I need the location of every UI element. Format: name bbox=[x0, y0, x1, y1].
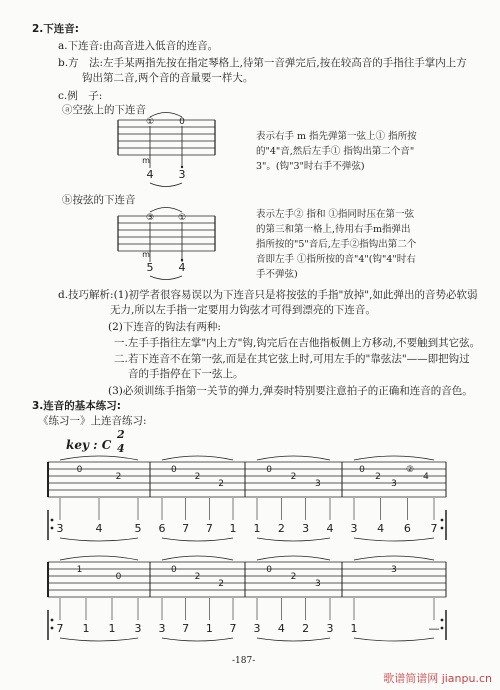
technique-1a: d.技巧解析:(1)初学者很容易误以为下连音只是将按弦的手指"放掉",如此弹出的音势必软弱 bbox=[58, 289, 478, 301]
example2-tab-number: ① bbox=[177, 213, 187, 223]
exercise-row1-note-slur bbox=[257, 538, 330, 541]
exercise-row1-tab-number: 3 bbox=[314, 479, 321, 489]
exercise-row1-tab-number: 0 bbox=[76, 465, 83, 475]
example2-note: 5 bbox=[146, 261, 154, 274]
exercise-row1-slur bbox=[257, 456, 330, 460]
technique-3: (3)必须训练手指第一关节的弹力,弹奏时特别要注意拍子的正确和连音的音色。 bbox=[108, 385, 473, 397]
example1-tab-number: 0 bbox=[179, 117, 185, 127]
exercise-row1-tab-number: 2 bbox=[290, 472, 297, 482]
exercise-row2-note: — bbox=[428, 622, 440, 635]
example1-note: 3 bbox=[178, 168, 186, 181]
exercise-row1-note: 2 bbox=[277, 522, 285, 535]
exercise-row2-repeat-dot bbox=[51, 627, 54, 630]
exercise-row1-note: 1 bbox=[229, 522, 237, 535]
exercise-row1-tab-number: 2 bbox=[115, 472, 122, 482]
exercise-row1-tab-number: ② bbox=[405, 465, 415, 475]
exercise-row2-note: 1 bbox=[108, 622, 116, 635]
exercise-row1-tab-number: 4 bbox=[423, 472, 429, 482]
exercise-row2-tab-number: 2 bbox=[290, 572, 297, 582]
exercise-row2-tab-number: 2 bbox=[194, 572, 201, 582]
finger-m-label: m bbox=[142, 156, 150, 165]
exercise-row2-repeat-dot bbox=[51, 619, 54, 622]
example2-desc: 指所按的"5"音后,左手②指钩出第二个 bbox=[256, 239, 417, 250]
exercise-row2-slur bbox=[257, 556, 330, 560]
exercise-row2-note: 4 bbox=[277, 622, 285, 635]
section-heading: 2.下连音: bbox=[32, 23, 79, 35]
technique-2: (2)下连音的钩法有两种: bbox=[108, 321, 221, 333]
time-signature-top: 2 bbox=[117, 428, 125, 441]
exercise-row2-tab-number: 0 bbox=[115, 572, 122, 582]
exercise-row2-note: 3 bbox=[134, 622, 142, 635]
exercise-row2-repeat-dot bbox=[441, 619, 444, 622]
page-number: -187- bbox=[232, 656, 256, 666]
exercise-row1-note: 4 bbox=[95, 522, 103, 535]
exercise-row2-note-slur bbox=[354, 638, 434, 641]
exercise-row2-note-slur bbox=[257, 638, 330, 641]
exercise-row1-slur bbox=[354, 456, 434, 460]
exercise-row2-note: 3 bbox=[253, 622, 261, 635]
exercise-row1-tab-number: 0 bbox=[266, 465, 273, 475]
method-line-1: b.方 法:左手某两指先按在指定琴格上,待第一音弹完后,按在较高音的手指往手掌内上方 bbox=[58, 57, 467, 69]
example1-octave-dot bbox=[181, 166, 183, 168]
exercise-row2-note: 7 bbox=[56, 622, 64, 635]
example2-label: ⓑ按弦的下连音 bbox=[62, 194, 136, 206]
exercise-row2-tab-number: 1 bbox=[76, 565, 83, 575]
exercise-row2-note: 3 bbox=[326, 622, 334, 635]
example2-desc: 表示左手② 指和 ①指同时压在第一弦 bbox=[256, 209, 415, 220]
technique-2-2a: 二.若下连音不在第一弦,而是在其它弦上时,可用左手的"靠弦法"——即把钩过 bbox=[114, 353, 470, 365]
exercise-row2-tab-number: 3 bbox=[391, 565, 397, 575]
section3-heading: 3.连音的基本练习: bbox=[32, 400, 121, 412]
example2-slur bbox=[150, 208, 182, 213]
example-label: c.例 子: bbox=[58, 90, 103, 102]
exercise-row1-tab-number: 0 bbox=[359, 465, 365, 475]
example1-desc: 3"。(钩"3"时右手不弹弦) bbox=[256, 161, 365, 172]
exercise-row1-slur bbox=[162, 456, 233, 460]
example2-desc: 的第三和第一格上,待用右手m指弹出 bbox=[256, 224, 411, 235]
exercise-row2-note: 1 bbox=[350, 622, 358, 635]
exercise-row1-note: 7 bbox=[205, 522, 213, 535]
key-signature: key : C bbox=[66, 438, 112, 452]
technique-1b: 无力,所以左手指一定要用力钩弦才可得到漂亮的下连音。 bbox=[110, 304, 376, 316]
exercise-row2-note: 1 bbox=[82, 622, 90, 635]
exercise-row2-slur bbox=[162, 556, 233, 560]
exercise-row1-note-slur bbox=[354, 538, 434, 541]
exercise-row1-note: 7 bbox=[182, 522, 190, 535]
exercise-row2-note-slur bbox=[60, 638, 138, 641]
exercise-row1-repeat-dot bbox=[441, 527, 444, 530]
exercise-row1-note-slur bbox=[162, 538, 233, 541]
exercise-row1-note: 6 bbox=[403, 522, 411, 535]
exercise-row2-note-slur bbox=[162, 638, 233, 641]
method-line-2: 钩出第二音,两个音的音量要一样大。 bbox=[82, 72, 254, 84]
exercise-row1-note: 3 bbox=[350, 522, 358, 535]
exercise-row1-note: 4 bbox=[326, 522, 334, 535]
exercise-row2-note: 7 bbox=[229, 622, 237, 635]
example2-tab-number: ③ bbox=[145, 213, 155, 223]
exercise-row2-slur bbox=[354, 556, 434, 560]
exercise-row1-repeat-dot bbox=[51, 519, 54, 522]
example1-bottom-slur bbox=[150, 183, 182, 187]
exercise-row1-note: 3 bbox=[56, 522, 64, 535]
exercise-title: 《练习一》上连音练习: bbox=[38, 415, 147, 427]
exercise-row2-note: 7 bbox=[182, 622, 190, 635]
technique-2-1: 一.左手手指往左掌"内上方"钩,钩完后在吉他指板侧上方移动,不要触到其它弦。 bbox=[114, 337, 481, 349]
exercise-row1-note: 7 bbox=[430, 522, 438, 535]
time-signature-bottom: 4 bbox=[117, 442, 125, 455]
exercise-row1-tab-number: 2 bbox=[194, 472, 201, 482]
exercise-row1-note-slur bbox=[60, 538, 138, 541]
exercise-row2-note: 2 bbox=[302, 622, 310, 635]
exercise-row1-note: 6 bbox=[158, 522, 166, 535]
example1-desc: 表示右手 m 指先弹第一弦上① 指所按 bbox=[256, 131, 417, 142]
example2-note: 4 bbox=[178, 261, 186, 274]
example2-desc: 音即左手 ①指所按的音"4"(钩"4"时右 bbox=[256, 254, 416, 265]
exercise-row1-repeat-dot bbox=[51, 527, 54, 530]
definition-line: a.下连音:由高音进入低音的连音。 bbox=[58, 40, 219, 52]
finger-m-label: m bbox=[142, 250, 150, 259]
exercise-row2-note: 3 bbox=[158, 622, 166, 635]
exercise-row2-note: 1 bbox=[205, 622, 213, 635]
exercise-row1-note: 1 bbox=[253, 522, 261, 535]
exercise-row2-tab-number: 0 bbox=[266, 565, 273, 575]
exercise-row2-tab-number: 3 bbox=[314, 579, 321, 589]
exercise-row1-repeat-dot bbox=[441, 519, 444, 522]
watermark: 歌谱简谱网 jianpu.cn bbox=[383, 672, 492, 685]
exercise-row1-note: 3 bbox=[302, 522, 310, 535]
exercise-row2-repeat-dot bbox=[441, 627, 444, 630]
example1-slur bbox=[150, 113, 182, 118]
example2-octave-dot bbox=[181, 259, 183, 261]
exercise-row1-note: 5 bbox=[134, 522, 142, 535]
exercise-row1-slur bbox=[60, 456, 138, 460]
example1-tab-number: ① bbox=[145, 117, 155, 127]
example2-desc: 手不弹弦) bbox=[256, 269, 298, 280]
technique-2-2b: 音的手指停在下一弦上。 bbox=[128, 368, 244, 380]
exercise-row1-note: 4 bbox=[377, 522, 385, 535]
exercise-row1-tab-number: 3 bbox=[391, 479, 397, 489]
exercise-row2-tab-number: 2 bbox=[218, 579, 225, 589]
example1-note: 4 bbox=[146, 168, 154, 181]
example1-desc: 的"4"音,然后左手① 指钩出第二个音" bbox=[256, 146, 415, 157]
example2-bottom-slur bbox=[150, 276, 182, 280]
exercise-row1-tab-number: 0 bbox=[170, 465, 177, 475]
exercise-row1-tab-number: 2 bbox=[375, 472, 381, 482]
exercise-row1-tab-number: 2 bbox=[218, 479, 225, 489]
exercise-row2-slur bbox=[60, 556, 138, 560]
exercise-row2-tab-number: 0 bbox=[170, 565, 177, 575]
example1-label: ⓐ空弦上的下连音 bbox=[62, 104, 146, 116]
